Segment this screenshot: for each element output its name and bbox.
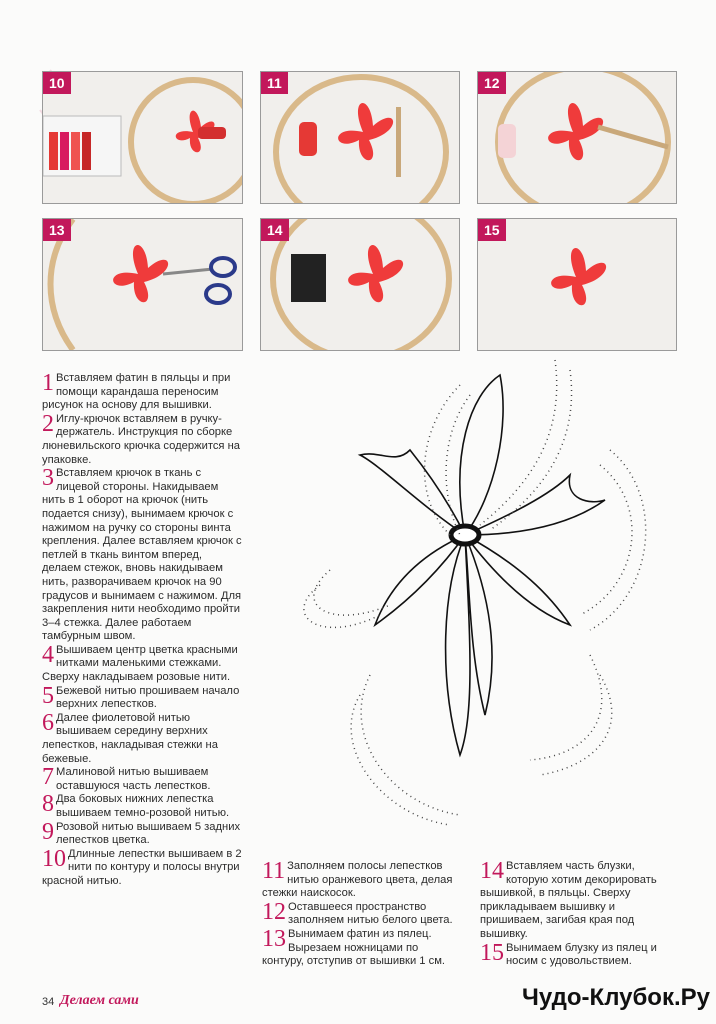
photo-number-badge: 12 [478, 72, 506, 94]
step-number: 15 [480, 939, 504, 966]
step-item [480, 939, 676, 969]
photo-step-10 [42, 71, 243, 204]
step-text: Вставляем фатин в пяльцы и при помощи карандаша переносим рисунок на основу для вышивки. [42, 372, 231, 412]
photo-step-15 [477, 218, 677, 351]
hoop-photo-image [261, 219, 459, 350]
photo-step-14 [260, 218, 460, 351]
photo-step-13 [42, 218, 243, 351]
step-text: Малиновой нитью вышиваем оставшуюся часть лепестков. [56, 766, 211, 792]
hoop-photo-image [43, 72, 242, 203]
step-text: Вынимаем блузку из пялец и носим с удовольствием. [506, 941, 657, 968]
step-item [42, 818, 244, 848]
hoop-photo-image [43, 219, 242, 350]
step-item [262, 898, 462, 928]
step-item [42, 641, 244, 685]
step-number: 9 [42, 818, 54, 845]
step-text: Длинные лепестки вышиваем в 2 нити по контуру и полосы внутри красной нитью. [42, 847, 242, 887]
step-item [42, 845, 244, 889]
magazine-section-title: Делаем сами [60, 993, 139, 1008]
step-item [262, 925, 462, 969]
step-number: 13 [262, 925, 286, 952]
steps-column-2 [262, 860, 462, 969]
step-item [42, 682, 244, 712]
step-number: 12 [262, 898, 286, 925]
step-text: Заполняем полосы лепестков нитью оранжевого цвета, делая стежки наискосок. [262, 860, 453, 900]
step-item [42, 709, 244, 766]
step-text: Два боковых нижних лепестка вышиваем темно-розовой нитью. [56, 793, 230, 819]
hoop-photo-image [478, 72, 676, 203]
photo-number-badge: 13 [43, 219, 71, 241]
step-number: 3 [42, 465, 54, 492]
step-number: 7 [42, 764, 54, 791]
step-number: 11 [262, 858, 286, 884]
step-number: 2 [42, 410, 54, 437]
step-text: Вынимаем фатин из пялец. Вырезаем ножницами по контуру, отступив от вышивки 1 см. [262, 927, 446, 968]
hoop-photo-image [261, 72, 459, 203]
step-text: Вставляем часть блузки, которую хотим декорировать вышивкой, в пяльцы. Сверху прикладываем вышивку и пришиваем, загибая края под вышивку. [480, 860, 657, 940]
photo-number-badge: 14 [261, 219, 289, 241]
step-item [42, 793, 244, 820]
photo-step-12 [477, 71, 677, 204]
step-text: Розовой нитью вышиваем 5 задних лепестков цветка. [56, 820, 241, 847]
site-watermark-text: Чудо-Клубок.Ру [522, 984, 710, 1011]
photo-step-11 [260, 71, 460, 204]
step-text: Бежевой нитью прошиваем начало верхних лепестков. [56, 684, 240, 711]
step-item [480, 860, 676, 942]
step-number: 8 [42, 791, 54, 818]
photo-number-badge: 11 [261, 72, 288, 94]
step-text: Вышиваем центр цветка красными нитками маленькими стежками. Сверху накладываем розовые нити. [42, 643, 238, 684]
flower-pattern-drawing [300, 355, 700, 855]
steps-column-3 [480, 860, 676, 969]
step-text: Оставшееся пространство заполняем нитью белого цвета. [288, 900, 453, 927]
step-item [42, 372, 244, 413]
step-text: Далее фиолетовой нитью вышиваем середину верхних лепестков, накладывая стежки на бежевые. [42, 711, 218, 765]
step-item [262, 860, 462, 901]
step-number: 10 [42, 845, 66, 872]
step-number: 14 [480, 858, 504, 884]
steps-column-1 [42, 372, 244, 889]
step-item [42, 766, 244, 793]
step-number: 4 [42, 641, 54, 668]
step-item [42, 410, 244, 467]
step-item [42, 467, 244, 644]
step-number: 1 [42, 370, 54, 396]
step-number: 5 [42, 682, 54, 709]
step-text: Вставляем крючок в ткань с лицевой стороны. Накидываем нить в 1 оборот на крючок (нить подается снизу), вынимаем крючок с нажимом на ручку со стороны винта крепления. Далее вставляем крючок с петлей в ткань винтом вперед, делаем стежок, вновь накидываем нить, разворачиваем крючок на 90 градусов и вынимаем с нажимом. Для закрепления нити необходимо пройти 3–4 стежка. Далее работаем тамбурным швом. [42, 467, 242, 643]
step-number: 6 [42, 709, 54, 736]
page-number: 34 [42, 996, 55, 1008]
photo-number-badge: 10 [43, 72, 71, 94]
step-text: Иглу-крючок вставляем в ручку-держатель. Инструкция по сборке люневильского крючка содержится на упаковке. [42, 412, 240, 466]
photo-number-badge: 15 [478, 219, 506, 241]
hoop-photo-image [478, 219, 676, 350]
